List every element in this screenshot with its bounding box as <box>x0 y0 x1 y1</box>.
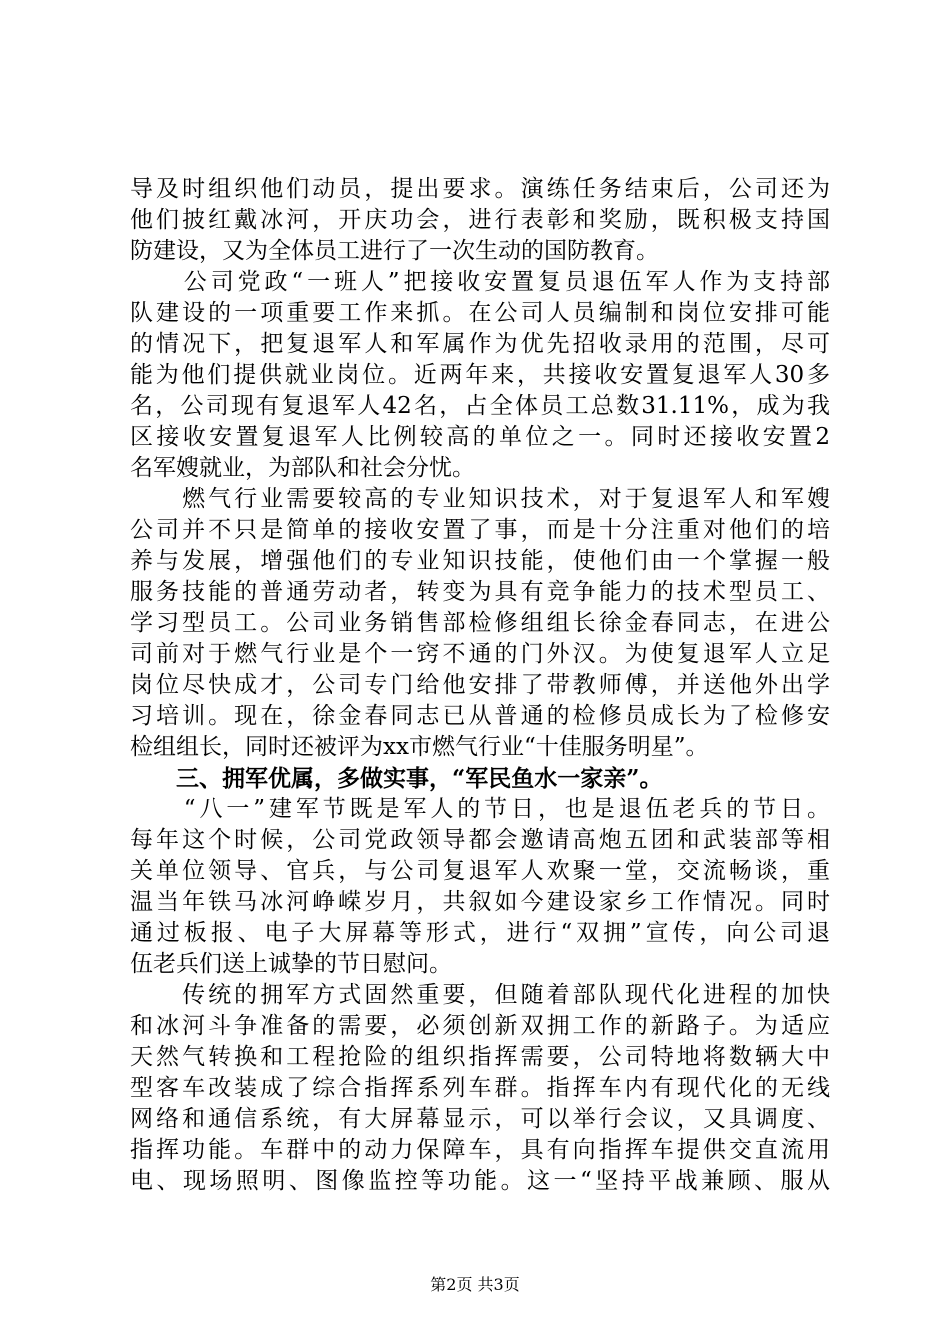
text-line: 关单位领导、官兵，与公司复退军人欢聚一堂，交流畅谈，重 <box>130 858 830 884</box>
text-line: 名，公司现有复退军人42名，占全体员工总数31.11%，成为我 <box>130 393 830 419</box>
text-line: 温当年铁马冰河峥嵘岁月，共叙如今建设家乡工作情况。同时 <box>130 889 830 915</box>
text-line: 通过板报、电子大屏幕等形式，进行“双拥”宣传，向公司退 <box>130 920 830 946</box>
section-heading: 三、拥军优属，多做实事，“军民鱼水一家亲”。 <box>130 765 663 792</box>
text-line: 伍老兵们送上诚挚的节日慰问。 <box>130 951 452 977</box>
text-line: 防建设，又为全体员工进行了一次生动的国防教育。 <box>130 238 659 264</box>
text-line: 学习型员工。公司业务销售部检修组组长徐金春同志，在进公 <box>130 610 830 636</box>
text-line: 岗位尽快成才，公司专门给他安排了带教师傅，并送他外出学 <box>130 672 830 698</box>
text-line: 导及时组织他们动员，提出要求。演练任务结束后，公司还为 <box>130 176 830 202</box>
text-line: 司前对于燃气行业是个一窍不通的门外汉。为使复退军人立足 <box>130 641 830 667</box>
text-line: 的情况下，把复退军人和军属作为优先招收录用的范围，尽可 <box>130 331 830 357</box>
text-line: 他们披红戴冰河，开庆功会，进行表彰和奖励，既积极支持国 <box>130 207 830 233</box>
text-line: “八一”建军节既是军人的节日，也是退伍老兵的节日。 <box>130 796 830 822</box>
text-line: 指挥功能。车群中的动力保障车，具有向指挥车提供交直流用 <box>130 1137 830 1163</box>
text-line: 公司并不只是简单的接收安置了事，而是十分注重对他们的培 <box>130 517 830 543</box>
text-line: 电、现场照明、图像监控等功能。这一“坚持平战兼顾、服从 <box>130 1168 830 1194</box>
text-line: 能为他们提供就业岗位。近两年来，共接收安置复退军人30多 <box>130 362 830 388</box>
text-line: 型客车改装成了综合指挥系列车群。指挥车内有现代化的无线 <box>130 1075 830 1101</box>
text-line: 传统的拥军方式固然重要，但随着部队现代化进程的加快 <box>130 982 830 1008</box>
text-line: 公司党政“一班人”把接收安置复员退伍军人作为支持部 <box>130 269 830 295</box>
text-line: 网络和通信系统，有大屏幕显示，可以举行会议，又具调度、 <box>130 1106 830 1132</box>
text-line: 和冰河斗争准备的需要，必须创新双拥工作的新路子。为适应 <box>130 1013 830 1039</box>
text-line: 燃气行业需要较高的专业知识技术，对于复退军人和军嫂 <box>130 486 830 512</box>
text-line: 养与发展，增强他们的专业知识技能，使他们由一个掌握一般 <box>130 548 830 574</box>
text-line: 区接收安置复退军人比例较高的单位之一。同时还接收安置2 <box>130 424 830 450</box>
text-line: 习培训。现在，徐金春同志已从普通的检修员成长为了检修安 <box>130 703 830 729</box>
document-body <box>130 174 830 1197</box>
text-line: 每年这个时候，公司党政领导都会邀请高炮五团和武装部等相 <box>130 827 830 853</box>
text-line: 服务技能的普通劳动者，转变为具有竞争能力的技术型员工、 <box>130 579 830 605</box>
text-line: 天然气转换和工程抢险的组织指挥需要，公司特地将数辆大中 <box>130 1044 830 1070</box>
page-footer: 第2页 共3页 <box>430 1275 520 1294</box>
text-line: 检组组长，同时还被评为xx市燃气行业“十佳服务明星”。 <box>130 734 709 760</box>
text-line: 名军嫂就业，为部队和社会分忧。 <box>130 455 475 481</box>
text-line: 队建设的一项重要工作来抓。在公司人员编制和岗位安排可能 <box>130 300 830 326</box>
